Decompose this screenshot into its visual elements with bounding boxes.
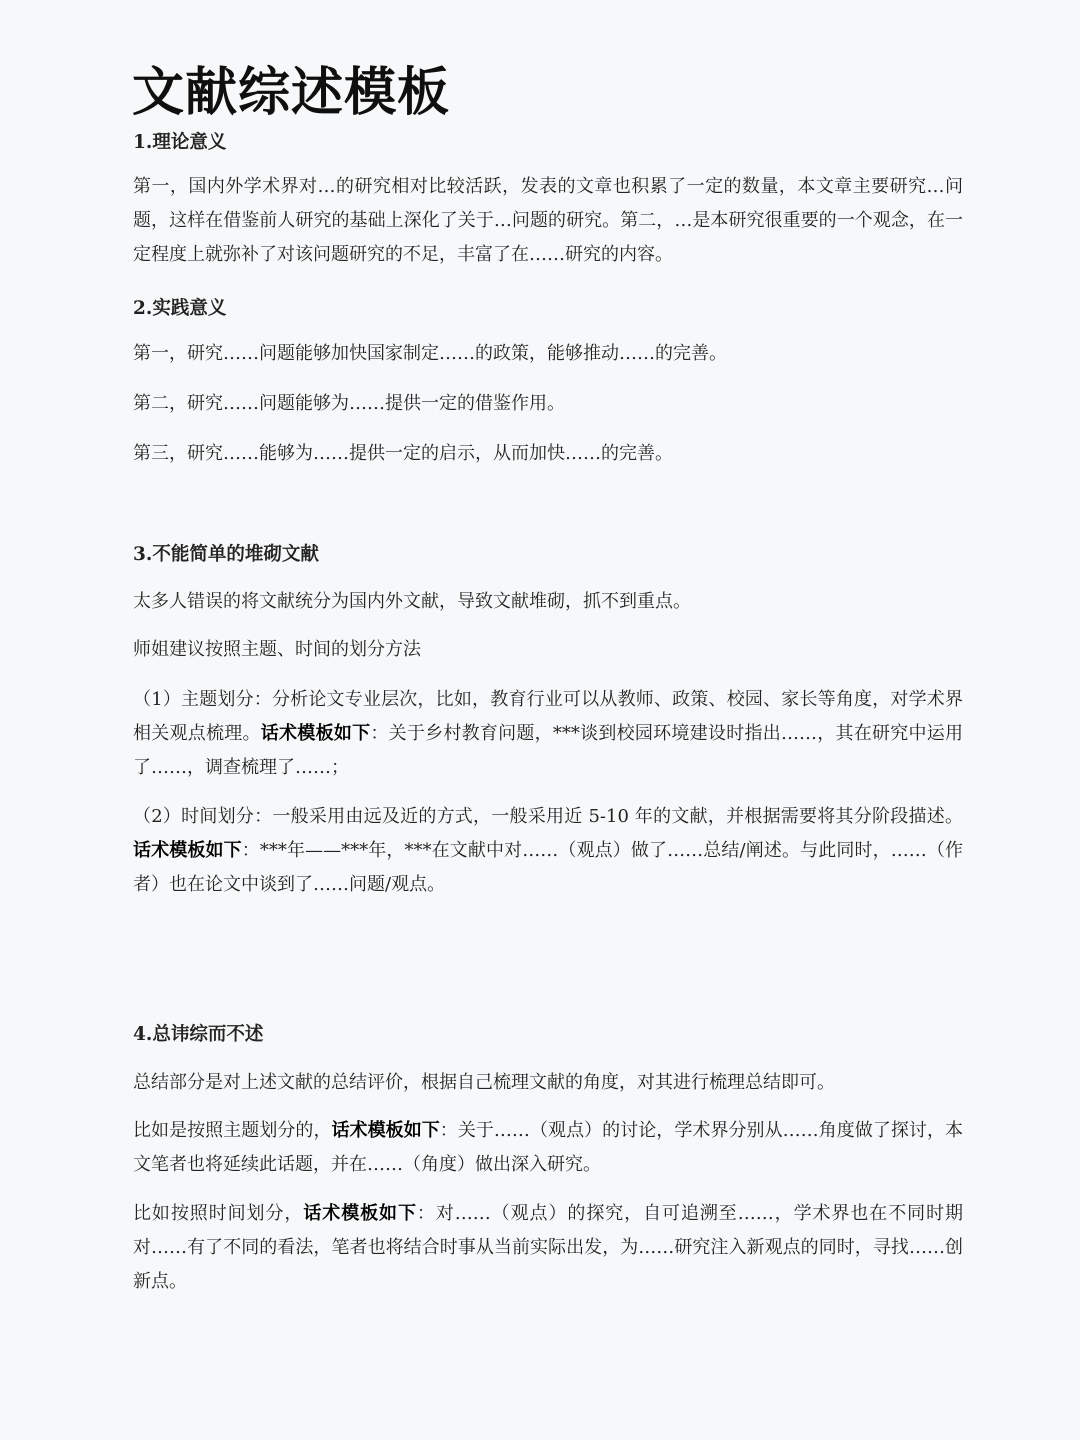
template-keyword: 话术模板如下 (260, 723, 371, 744)
item-text: （2）时间划分：一般采用由远及近的方式，一般采用近 5-10 年的文献，并根据需要将其分阶段描述。 (133, 806, 963, 827)
item-text: ：***年——***年，***在文献中对……（观点）做了……总结/阐述。与此同时，……（作者）也在论文中谈到了……问题/观点。 (133, 840, 964, 895)
section-heading-summary: 4.总讳综而不述 (133, 1024, 264, 1045)
template-keyword: 话术模板如下 (133, 840, 242, 861)
item-text: 比如按照时间划分， (133, 1203, 304, 1224)
time-division-item (133, 800, 963, 902)
template-keyword: 话术模板如下 (303, 1203, 417, 1224)
section-heading-practice: 2.实践意义 (133, 298, 227, 319)
section-heading-no-stacking: 3.不能简单的堆砌文献 (133, 544, 319, 565)
topic-division-item (133, 683, 963, 785)
summary-time-item (133, 1197, 963, 1299)
no-stacking-paragraph-1: 太多人错误的将文献统分为国内外文献，导致文献堆砌，抓不到重点。 (133, 591, 691, 612)
section-heading-theory: 1.理论意义 (133, 132, 227, 153)
item-text: 比如是按照主题划分的， (133, 1120, 332, 1141)
item-text: ：关于乡村教育问题，***谈到校园环境建设时指出……，其在研究中运用了……，调查梳理了……； (133, 723, 964, 778)
item-text: ：对……（观点）的探究，自可追溯至……，学术界也在不同时期对……有了不同的看法，笔者也将结合时事从当前实际出发，为……研究注入新观点的同时，寻找……创新点。 (133, 1203, 964, 1292)
item-text: （1）主题划分：分析论文专业层次，比如，教育行业可以从教师、政策、校园、家长等角度，对学术界相关观点梳理。 (133, 689, 963, 744)
item-text: ：关于……（观点）的讨论，学术界分别从……角度做了探讨，本文笔者也将延续此话题，并在……（角度）做出深入研究。 (133, 1120, 964, 1175)
practice-point-2: 第二，研究……问题能够为……提供一定的借鉴作用。 (133, 393, 565, 414)
summary-paragraph: 总结部分是对上述文献的总结评价，根据自己梳理文献的角度，对其进行梳理总结即可。 (133, 1072, 835, 1093)
theory-paragraph: 第一，国内外学术界对…的研究相对比较活跃，发表的文章也积累了一定的数量，本文章主要研究…问题，这样在借鉴前人研究的基础上深化了关于…问题的研究。第二，…是本研究很重要的一个观念，在一定程度上就弥补了对该问题研究的不足，丰富了在……研究的内容。 (133, 176, 963, 265)
no-stacking-paragraph-2: 师姐建议按照主题、时间的划分方法 (133, 639, 421, 660)
summary-topic-item (133, 1114, 963, 1182)
page-title: 文献综述模板 (132, 63, 451, 123)
template-keyword: 话术模板如下 (331, 1120, 440, 1141)
practice-point-1: 第一，研究……问题能够加快国家制定……的政策，能够推动……的完善。 (133, 343, 727, 364)
practice-point-3: 第三，研究……能够为……提供一定的启示，从而加快……的完善。 (133, 443, 673, 464)
